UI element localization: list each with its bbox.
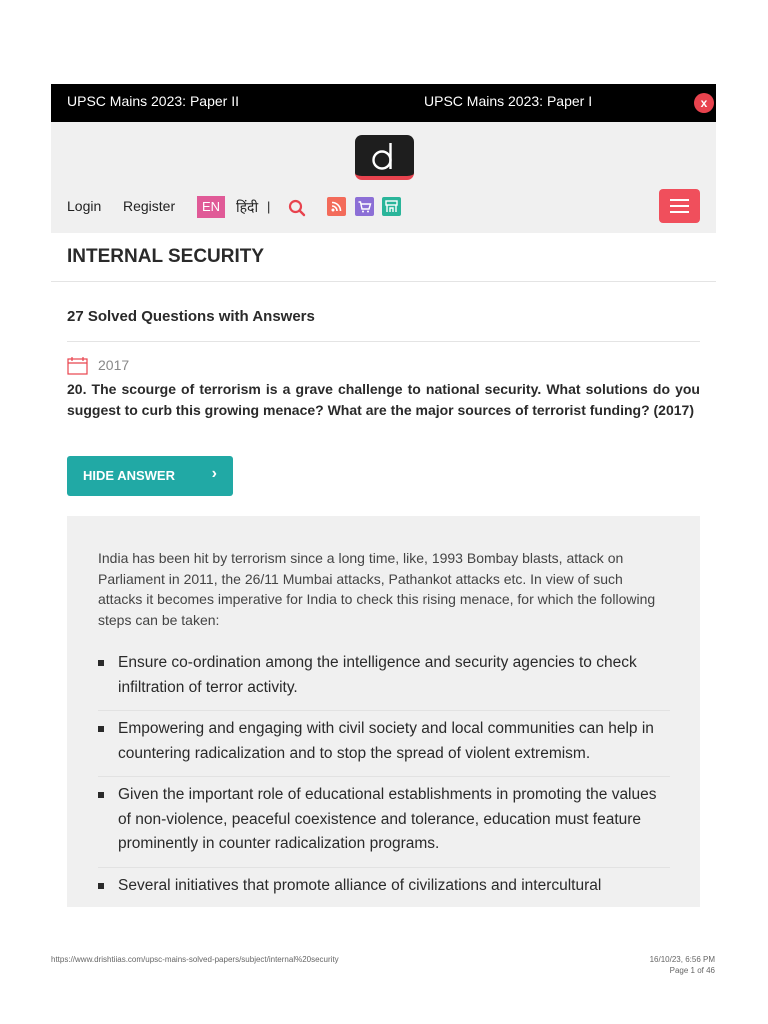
footer-meta	[650, 954, 715, 976]
footer-url: https://www.drishtiias.com/upsc-mains-solved-papers/subject/internal%20security	[51, 955, 339, 964]
rss-icon[interactable]	[327, 197, 346, 216]
answer-intro: India has been hit by terrorism since a long time, like, 1993 Bombay blasts, attack on Parliament in 2011, the 26/11 Mumbai attacks, Pathankot attacks etc. In view of such attacks it becomes imperative for India to check this rising menace, for which the following steps can be taken:	[98, 550, 656, 628]
login-link[interactable]: Login	[67, 198, 102, 214]
hide-answer-label: HIDE ANSWER	[83, 468, 175, 483]
logo-icon[interactable]	[355, 135, 414, 180]
close-icon[interactable]: x	[694, 93, 714, 113]
menu-icon[interactable]	[659, 189, 700, 223]
footer-datetime: 16/10/23, 6:56 PM	[649, 955, 715, 964]
calendar-icon	[67, 356, 88, 380]
page-title: INTERNAL SECURITY	[67, 246, 265, 267]
list-item: Several initiatives that promote alliance of civilizations and intercultural	[98, 874, 670, 908]
register-link[interactable]: Register	[123, 198, 176, 214]
answer-bullet-list	[98, 651, 670, 907]
chevron-right-icon: ›	[211, 465, 217, 482]
list-item: Ensure co-ordination among the intelligence and security agencies to check infiltration of terror activity.	[98, 651, 670, 711]
language-en-button[interactable]: EN	[197, 196, 225, 218]
list-item: Given the important role of educational establishments in promoting the values of non-violence, peaceful coexistence and tolerance, education must feature prominently in counter radicalization programs.	[98, 783, 670, 868]
question-year: 2017	[98, 357, 130, 373]
cart-icon[interactable]	[355, 197, 374, 216]
top-bar	[51, 84, 716, 122]
topbar-link-paper-ii[interactable]: UPSC Mains 2023: Paper II	[67, 93, 239, 109]
nav-separator: |	[267, 199, 271, 214]
list-item: Empowering and engaging with civil society and local communities can help in countering radicalization and to stop the spread of violent extremism.	[98, 717, 670, 777]
language-hindi-link[interactable]: हिंदी	[236, 199, 259, 215]
question-text: 20. The scourge of terrorism is a grave challenge to national security. What solutions do you suggest to curb this growing menace? What are the major sources of terrorist funding? (2017)	[67, 381, 700, 418]
answer-panel	[67, 516, 700, 907]
divider	[67, 341, 700, 342]
footer-page-number: Page 1 of 46	[669, 966, 715, 975]
store-icon[interactable]	[382, 197, 401, 216]
search-icon[interactable]	[288, 199, 306, 222]
divider	[51, 281, 716, 282]
hide-answer-button[interactable]	[67, 456, 233, 496]
site-header	[51, 122, 716, 233]
topbar-link-paper-i[interactable]: UPSC Mains 2023: Paper I	[424, 93, 593, 109]
page-subtitle: 27 Solved Questions with Answers	[67, 308, 315, 325]
